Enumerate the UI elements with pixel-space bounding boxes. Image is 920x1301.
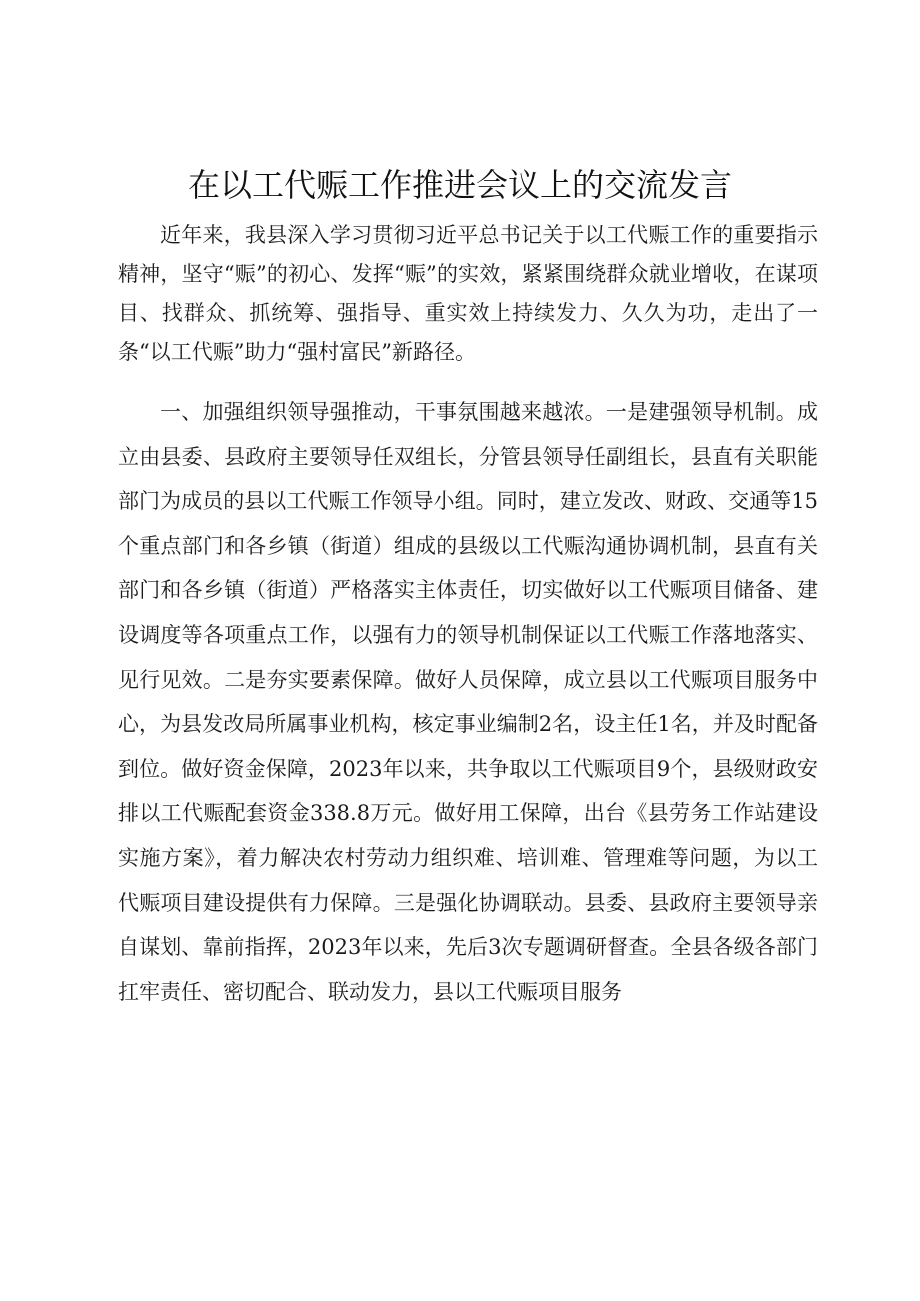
section-heading: 一、加强组织领导强推动，干事氛围越来越浓。 [160,400,606,424]
paragraph-section-one [118,390,818,1014]
paragraph-text: 近年来，我县深入学习贯彻习近平总书记关于以工代赈工作的重要指示精神，坚守“赈”的初心、发挥“赈”的实效，紧紧围绕群众就业增收，在谋项目、找群众、抓统筹、强指导、重实效上持续发力、久久为功，走出了一条“以工代赈”助力“强村富民”新路径。 [118,223,818,364]
document-title: 在以工代赈工作推进会议上的交流发言 [187,166,732,204]
paragraph-intro [118,216,818,372]
paragraph-text: 一是建强领导机制。成立由县委、县政府主要领导任双组长，分管县领导任副组长，县直有关职能部门为成员的县以工代赈工作领导小组。同时，建立发改、财政、交通等15个重点部门和各乡镇（街道）组成的县级以工代赈沟通协调机制，县直有关部门和各乡镇（街道）严格落实主体责任，切实做好以工代赈项目储备、建设调度等各项重点工作，以强有力的领导机制保证以工代赈工作落地落实、见行见效。二是夯实要素保障。做好人员保障，成立县以工代赈项目服务中心，为县发改局所属事业机构，核定事业编制2名，设主任1名，并及时配备到位。做好资金保障，2023年以来，共争取以工代赈项目9个，县级财政安排以工代赈配套资金338.8万元。做好用工保障，出台《县劳务工作站建设实施方案》，着力解决农村劳动力组织难、培训难、管理难等问题，为以工代赈项目建设提供有力保障。三是强化协调联动。县委、县政府主要领导亲自谋划、靠前指挥，2023年以来，先后3次专题调研督查。全县各级各部门扛牢责任、密切配合、联动发力，县以工代赈项目服务 [118,400,819,1004]
document-body [118,216,818,1014]
